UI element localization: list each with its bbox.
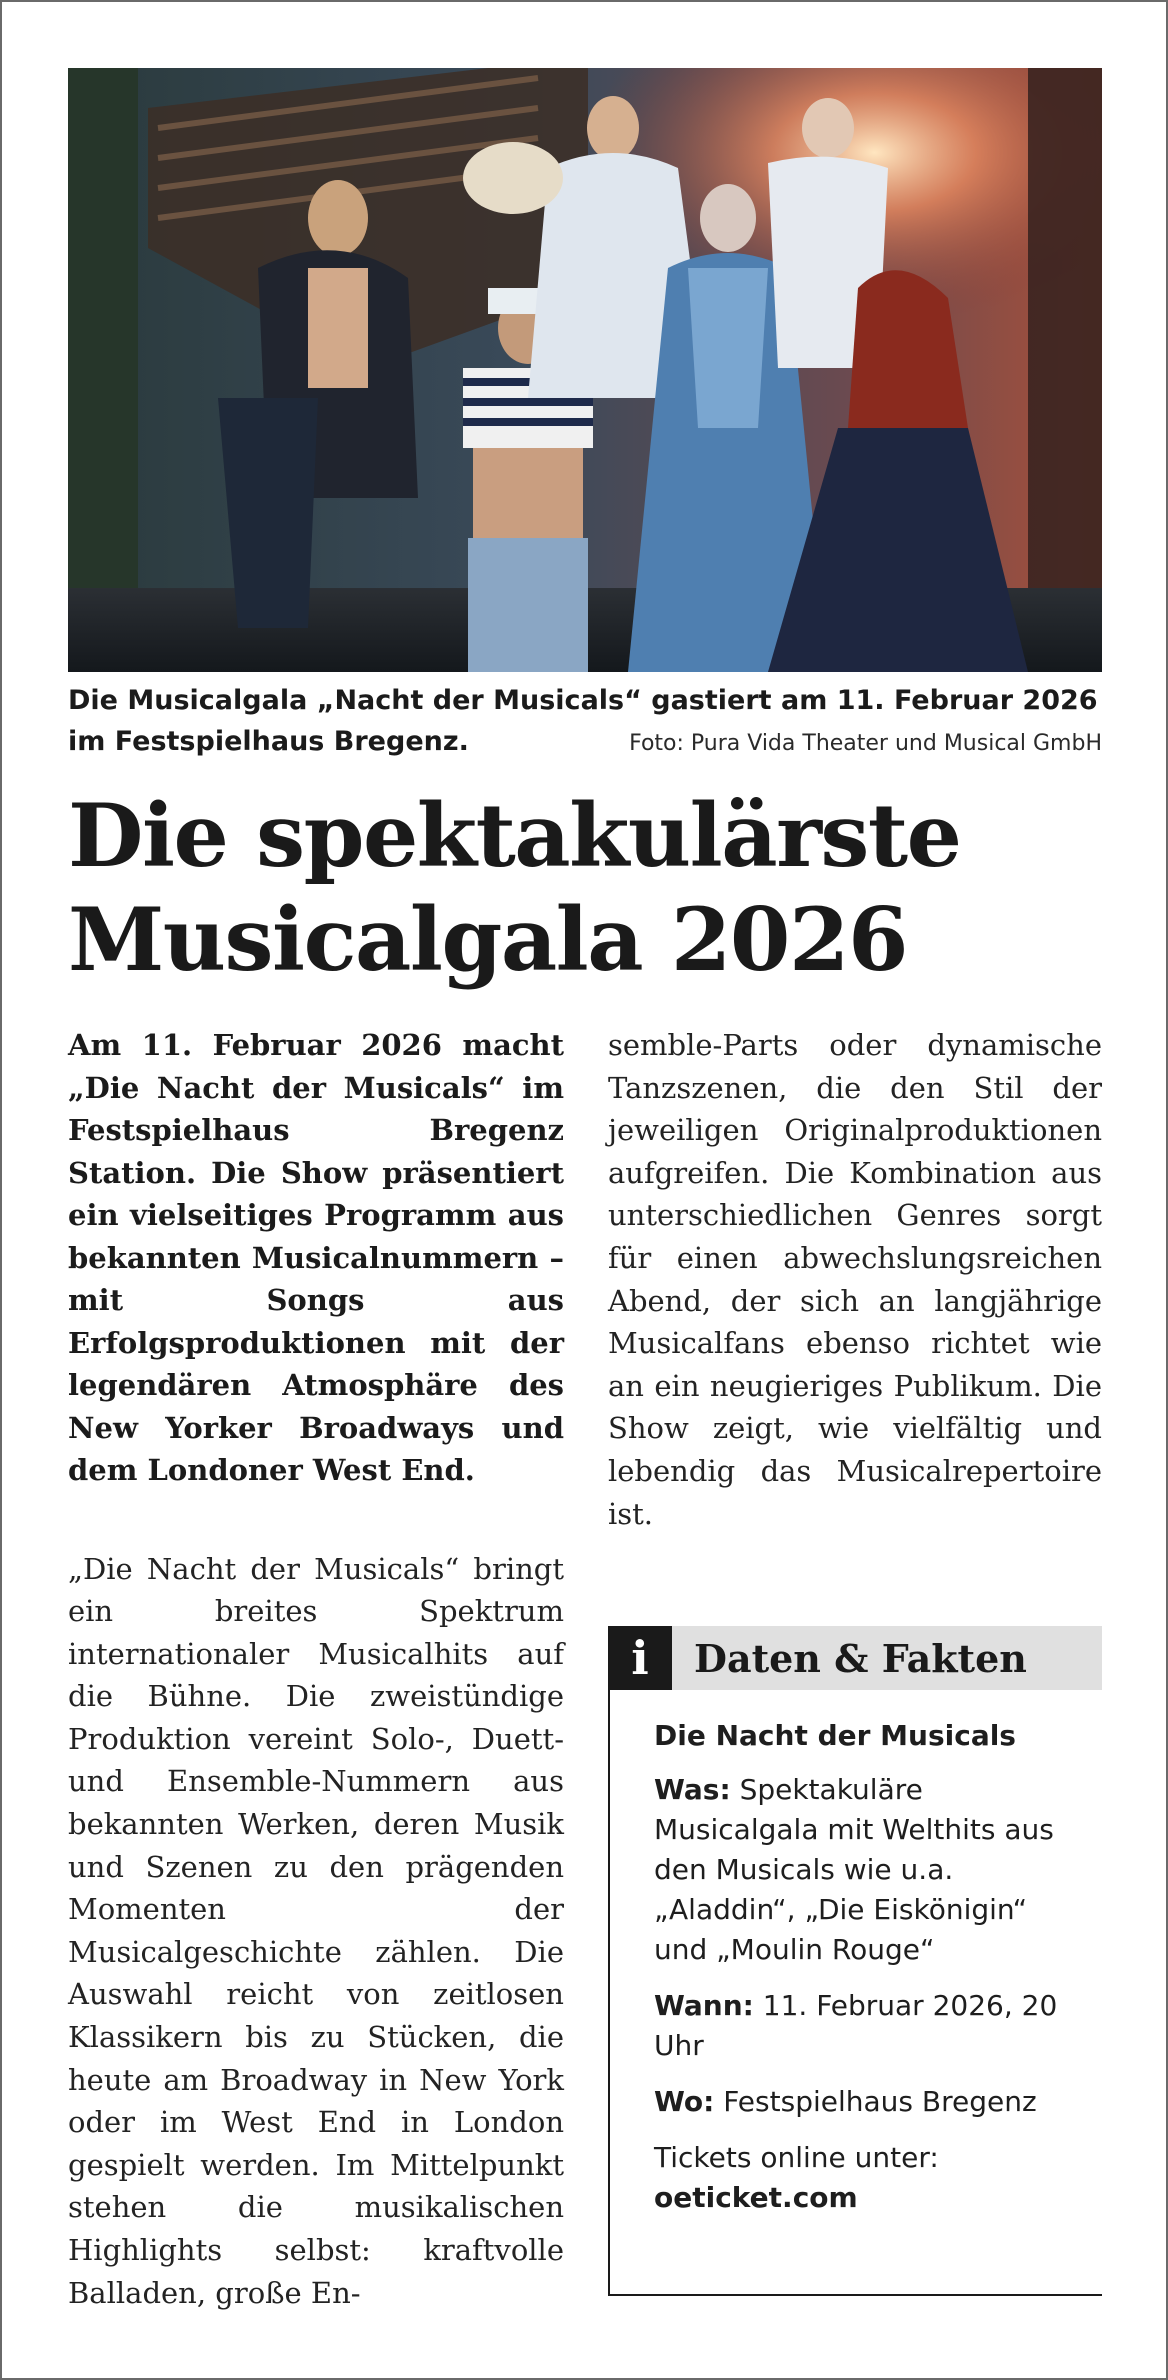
musical-cast-photo [68, 68, 1102, 672]
fact-box-body [610, 1690, 1102, 2218]
fact-box-header [608, 1626, 1102, 1690]
fact-wo [654, 2082, 1082, 2122]
article-headline [68, 784, 1102, 992]
tickets-text: Tickets online unter: [654, 2141, 939, 2174]
headline-line-2: Musicalgala 2026 [68, 888, 908, 991]
info-icon: i [608, 1626, 672, 1690]
article-lead: Am 11. Februar 2026 macht „Die Nacht der Musicals“ im Festspielhaus Bregenz Station. Die Show präsentiert ein vielseitiges Programm aus bekannten Musicalnummern – mit Songs aus Erfolgsproduktionen mit der legendären Atmosphäre des New Yorker Broadways und dem Londoner West End. [68, 1028, 564, 1487]
fact-wann [654, 1986, 1082, 2066]
event-name: Die Nacht der Musicals [654, 1719, 1016, 1752]
fact-box-title: Daten & Fakten [694, 1635, 1027, 1681]
fact-was-label: Was: [654, 1773, 731, 1806]
caption-line-2: im Festspielhaus Bregenz. [68, 726, 469, 757]
fact-wann-label: Wann: [654, 1989, 754, 2022]
fact-was [654, 1770, 1082, 1970]
article-body-left: „Die Nacht der Musicals“ bringt ein breites Spektrum internationaler Musicalhits auf die Bühne. Die zweistündige Produktion vereint Solo-, Duett- und Ensemble-Nummern aus bekannten Werken, deren Musik und Szenen zu den prägenden Momenten der Musicalgeschichte zählen. Die Auswahl reicht von zeitlosen Klassikern bis zu Stücken, die heute am Broadway in New York oder im West End in London gespielt werden. Im Mittelpunkt stehen die musikalischen Highlights selbst: kraftvolle Balladen, große En- [68, 1551, 564, 2310]
photo-caption [68, 680, 1102, 764]
caption-line-1: Die Musicalgala „Nacht der Musicals“ gastiert am 11. Februar 2026 [68, 685, 1098, 716]
fact-box [608, 1626, 1102, 2296]
tickets-link[interactable]: oeticket.com [654, 2181, 858, 2214]
article-body-right: semble-Parts oder dynamische Tanzszenen, die den Stil der jeweiligen Originalproduktionen aufgreifen. Die Kombination aus unterschiedlichen Genres sorgt für einen abwechslungsreichen Abend, der sich an langjährige Musicalfans ebenso richtet wie an ein neugieriges Publikum. Die Show zeigt, wie vielfältig und lebendig das Musicalrepertoire ist. [608, 1028, 1102, 1531]
article-column-right [608, 1024, 1102, 1535]
photo-credit: Foto: Pura Vida Theater und Musical GmbH [629, 731, 1102, 756]
fact-was-text: Spektakuläre Musicalgala mit Welthits aus den Musicals wie u.a. „Aladdin“, „Die Eiskönigin“ und „Moulin Rouge“ [654, 1773, 1054, 1966]
fact-wo-text: Festspielhaus Bregenz [723, 2085, 1037, 2118]
fact-wo-label: Wo: [654, 2085, 715, 2118]
fact-wann-text: 11. Februar 2026, 20 Uhr [654, 1989, 1058, 2062]
headline-line-1: Die spektakulärste [68, 784, 961, 887]
article-photo [68, 68, 1102, 672]
article-column-left [68, 1024, 564, 2314]
fact-tickets [654, 2138, 1082, 2218]
